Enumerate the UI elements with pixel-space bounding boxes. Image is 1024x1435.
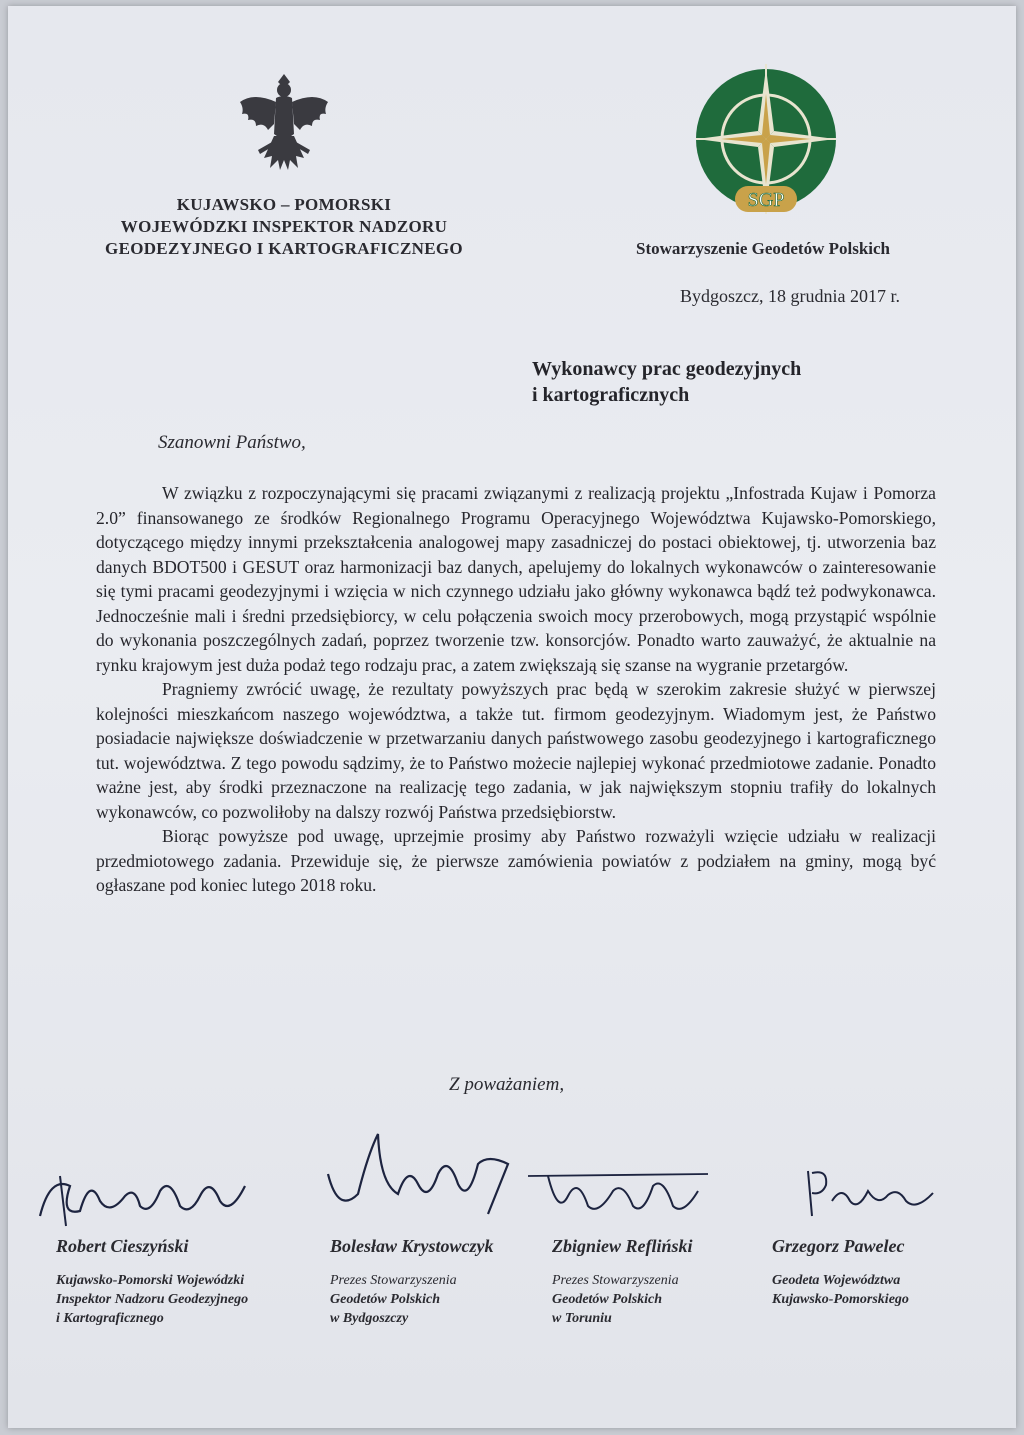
signatory-1-role — [56, 1271, 326, 1328]
inspector-line-1: KUJAWSKO – POMORSKI — [176, 195, 392, 214]
recipient-line-1: Wykonawcy prac geodezyjnych — [532, 358, 802, 380]
signatory-2-role — [330, 1271, 540, 1328]
signatory-1-role-line-3: i Kartograficznego — [56, 1311, 164, 1326]
sgp-logo-text: SGP — [747, 189, 785, 211]
signatory-1 — [56, 1236, 326, 1328]
recipient-line-2: i kartograficznych — [532, 384, 690, 406]
signatory-4-role — [772, 1271, 972, 1309]
signatory-4-name: Grzegorz Pawelec — [772, 1236, 905, 1256]
paragraph-1: W związku z rozpoczynającymi się pracami związanymi z realizacją projektu „Infostrada Kujaw i Pomorza 2.0” finansowanego ze środków Regionalnego Programu Operacyjnego Województwa Kujawsko-Pomorskiego, dotyczącego między innymi przekształcenia analogowej mapy zasadniczej do postaci obiektowej, tj. utworzenia baz danych BDOT500 i GESUT oraz harmonizacji baz danych, apelujemy do lokalnych wykonawców o zainteresowanie się tymi pracami geodezyjnymi i wzięcia w nich czynnego udziału jako główny wykonawca bądź też podwykonawca. Jednocześnie mali i średni przedsiębiorcy, w celu połączenia swoich mocy przerobowych, mogą przystąpić wspólnie do wykonania poszczególnych zadań, poprzez tworzenie tzw. konsorcjów. Ponadto warto zauważyć, że aktualnie na rynku krajowym jest duża podaż tego rodzaju prac, a zatem zwiększają się szanse na wygranie przetargów. — [96, 483, 936, 675]
signatory-1-role-line-1: Kujawsko-Pomorski Wojewódzki — [56, 1273, 245, 1288]
inspector-line-3: GEODEZYJNEGO I KARTOGRAFICZNEGO — [105, 239, 463, 258]
signatory-1-name: Robert Cieszyński — [56, 1236, 189, 1256]
signature-reflinski — [518, 1156, 718, 1236]
recipient-block — [532, 356, 801, 408]
signatory-1-role-line-2: Inspektor Nadzoru Geodezyjnego — [56, 1292, 249, 1307]
signatory-3-role-line-1: Prezes Stowarzyszenia — [552, 1273, 679, 1288]
letter-date: Bydgoszcz, 18 grudnia 2017 r. — [680, 286, 900, 306]
signature-cieszynski — [30, 1156, 260, 1236]
signature-pawelec — [798, 1161, 948, 1231]
letter-body — [96, 481, 936, 898]
paragraph-3: Biorąc powyższe pod uwagę, uprzejmie prosimy aby Państwo rozważyli wzięcie udziału w realizacji przedmiotowego zadania. Przewiduje się, że pierwsze zamówienia powiatów z podziałem na gminy, mogą być ogłaszane pod koniec lutego 2018 roku. — [96, 826, 936, 895]
signatory-3-role-line-3: w Toruniu — [552, 1311, 612, 1326]
signatory-2 — [330, 1236, 540, 1328]
inspector-header — [78, 194, 490, 260]
signatory-4-role-line-1: Geodeta Województwa — [772, 1273, 901, 1288]
signatory-4 — [772, 1236, 972, 1309]
inspector-line-2: WOJEWÓDZKI INSPEKTOR NADZORU — [120, 217, 448, 236]
signatory-2-role-line-3: w Bydgoszczy — [330, 1311, 409, 1326]
signatory-2-role-line-1: Prezes Stowarzyszenia — [330, 1273, 457, 1288]
paragraph-2: Pragniemy zwrócić uwagę, że rezultaty powyższych prac będą w szerokim zakresie służyć w pierwszej kolejności mieszkańcom naszego województwa, a także tut. firmom geodezyjnym. Wiadomym jest, że Państwo posiadacie największe doświadczenie w przetwarzaniu danych państwowego zasobu geodezyjnego i kartograficznego tut. województwa. Z tego powodu sądzimy, że to Państwo możecie najlepiej wykonać przedmiotowe zadanie. Ponadto ważne jest, aby środki przeznaczone na realizację tego zadania, w jak największym stopniu trafiły do lokalnych wykonawców, co pozwoliłoby na dalszy rozwój Państwa przedsiębiorstw. — [96, 679, 936, 822]
signatory-2-name: Bolesław Krystowczyk — [330, 1236, 494, 1256]
signatory-3-role-line-2: Geodetów Polskich — [552, 1292, 663, 1307]
sgp-name: Stowarzyszenie Geodetów Polskich — [635, 239, 891, 258]
signatory-3-role — [552, 1271, 752, 1328]
signatory-4-role-line-2: Kujawsko-Pomorskiego — [772, 1292, 909, 1307]
letter-sheet — [8, 6, 1016, 1428]
signature-krystowczyk — [308, 1124, 528, 1234]
greeting: Szanowni Państwo, — [158, 432, 306, 453]
closing: Z poważaniem, — [449, 1074, 565, 1095]
sgp-logo-icon — [691, 64, 841, 219]
signatory-2-role-line-2: Geodetów Polskich — [330, 1292, 441, 1307]
polish-eagle-icon — [234, 72, 334, 176]
signatory-3-name: Zbigniew Refliński — [552, 1236, 693, 1256]
signatory-3 — [552, 1236, 752, 1328]
